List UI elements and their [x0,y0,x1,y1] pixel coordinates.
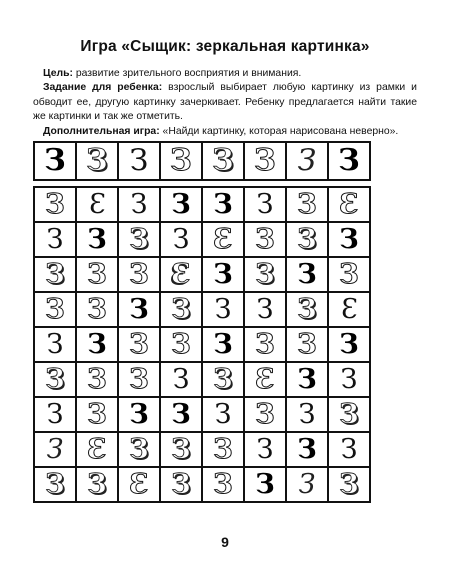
letter-ze-icon: З [339,224,359,255]
picture-cell[interactable] [76,257,118,292]
picture-cell[interactable] [244,142,286,180]
letter-ze-icon: З [298,399,316,430]
task-text: взрослый выбирает любую картинку из рамки и обводит ее, другую картинку зачеркивает. Ребенку предлагается найти такие же картинки и так же отметить. [33,82,417,123]
picture-cell[interactable] [160,397,202,432]
picture-cell[interactable] [244,292,286,327]
goal-label: Цель: [43,68,73,79]
letter-ze-icon: З [87,294,107,325]
letter-ze-icon: З [171,434,191,465]
picture-cell[interactable] [202,222,244,257]
grid-row [34,257,370,292]
picture-cell[interactable] [244,362,286,397]
letter-ze-icon: З [87,224,107,255]
picture-cell[interactable] [328,467,370,502]
letter-ze-icon: З [339,259,359,290]
letter-ze-icon: З [340,434,358,465]
picture-cell[interactable] [202,432,244,467]
extra-game-paragraph [33,125,417,139]
letter-ze-icon: З [171,189,191,220]
mirrored-letter-ze-icon: З [171,259,191,290]
picture-cell[interactable] [244,432,286,467]
picture-cell[interactable] [202,467,244,502]
letter-ze-icon: З [45,469,65,500]
letter-ze-icon: З [172,364,190,395]
letter-ze-icon: З [46,224,64,255]
picture-cell[interactable] [328,327,370,362]
grid-row [34,362,370,397]
page-title: Игра «Сыщик: зеркальная картинка» [80,38,370,55]
picture-cell[interactable] [286,257,328,292]
letter-ze-icon: З [213,469,233,500]
letter-ze-icon: З [297,364,317,395]
picture-cell[interactable] [34,257,76,292]
mirrored-letter-ze-icon: З [255,364,275,395]
goal-text: развитие зрительного восприятия и внимания. [72,68,302,79]
letter-ze-icon: З [297,294,317,325]
picture-cell[interactable] [244,327,286,362]
picture-cell[interactable] [160,432,202,467]
mirrored-letter-ze-icon: З [340,294,358,325]
picture-cell[interactable] [76,292,118,327]
letter-ze-icon: З [45,189,65,220]
letter-ze-icon: З [256,434,274,465]
picture-cell[interactable] [34,222,76,257]
picture-cell[interactable] [202,292,244,327]
picture-cell[interactable] [118,432,160,467]
letter-ze-icon: З [214,294,232,325]
picture-cell[interactable] [76,432,118,467]
letter-ze-icon: З [297,259,317,290]
picture-cell[interactable] [328,432,370,467]
picture-cell[interactable] [34,187,76,222]
extra-game-text: «Найди картинку, которая нарисована неверно». [159,125,399,137]
picture-cell[interactable] [34,432,76,467]
picture-cell[interactable] [286,187,328,222]
goal-paragraph [33,67,417,81]
letter-ze-icon: З [297,329,317,360]
instructions [33,67,417,139]
picture-cell[interactable] [244,397,286,432]
picture-cell[interactable] [328,362,370,397]
letter-ze-icon: З [213,434,233,465]
letter-ze-icon: З [255,469,275,500]
picture-cell[interactable] [244,222,286,257]
sample-frame [33,141,371,181]
picture-cell[interactable] [160,292,202,327]
letter-ze-icon: З [87,469,107,500]
letter-ze-icon: З [340,364,358,395]
picture-cell[interactable] [118,142,160,180]
picture-cell[interactable] [76,397,118,432]
picture-cell[interactable] [118,292,160,327]
letter-ze-icon: З [46,329,64,360]
letter-ze-icon: З [297,224,317,255]
letter-ze-icon: З [255,329,275,360]
letter-ze-icon: З [172,224,190,255]
picture-cell[interactable] [286,397,328,432]
letter-ze-icon: З [212,143,234,178]
letter-ze-icon: З [129,434,149,465]
letter-ze-icon: З [44,143,66,178]
picture-cell[interactable] [286,362,328,397]
picture-cell[interactable] [328,222,370,257]
letter-ze-icon: З [254,143,276,178]
letter-ze-icon: З [297,434,317,465]
letter-ze-icon: З [213,364,233,395]
picture-cell[interactable] [76,222,118,257]
picture-cell[interactable] [160,187,202,222]
letter-ze-icon: З [171,329,191,360]
letter-ze-icon: З [129,143,149,178]
mirrored-letter-ze-icon: З [339,189,359,220]
task-paragraph [33,81,417,124]
picture-cell[interactable] [118,467,160,502]
page-number: 9 [221,534,229,550]
grid-row [34,187,370,222]
letter-ze-icon: З [298,469,316,500]
letter-ze-icon: З [129,399,149,430]
grid-row [34,467,370,502]
letter-ze-icon: З [256,189,274,220]
letter-ze-icon: З [171,469,191,500]
picture-cell[interactable] [328,187,370,222]
picture-cell[interactable] [76,142,118,180]
picture-cell[interactable] [34,397,76,432]
picture-cell[interactable] [160,467,202,502]
picture-cell[interactable] [160,362,202,397]
picture-cell[interactable] [34,362,76,397]
mirrored-letter-ze-icon: З [87,434,107,465]
letter-ze-icon: З [129,294,149,325]
picture-cell[interactable] [328,257,370,292]
picture-cell[interactable] [202,142,244,180]
picture-cell[interactable] [286,142,328,180]
picture-cell[interactable] [160,257,202,292]
picture-cell[interactable] [202,187,244,222]
picture-cell[interactable] [76,327,118,362]
picture-cell[interactable] [76,362,118,397]
letter-ze-icon: З [129,224,149,255]
letter-ze-icon: З [297,189,317,220]
picture-cell[interactable] [328,397,370,432]
letter-ze-icon: З [256,294,274,325]
picture-cell[interactable] [244,467,286,502]
picture-cell[interactable] [202,397,244,432]
task-label: Задание для ребенка: [43,82,163,94]
letter-ze-icon: З [45,294,65,325]
grid-row [34,292,370,327]
letter-ze-icon: З [87,329,107,360]
picture-cell[interactable] [160,222,202,257]
letter-ze-icon: З [87,259,107,290]
letter-ze-icon: З [45,259,65,290]
extra-game-label: Дополнительная игра: [43,125,160,137]
letter-ze-icon: З [213,259,233,290]
picture-cell[interactable] [244,257,286,292]
picture-cell[interactable] [286,432,328,467]
picture-cell[interactable] [34,327,76,362]
grid-row [34,222,370,257]
letter-ze-icon: З [171,399,191,430]
letter-ze-icon: З [171,294,191,325]
picture-cell[interactable] [118,187,160,222]
picture-cell[interactable] [118,397,160,432]
picture-cell[interactable] [202,327,244,362]
picture-cell[interactable] [328,142,370,180]
letter-ze-icon: З [129,259,149,290]
grid-row [34,432,370,467]
picture-cell[interactable] [34,292,76,327]
letter-ze-icon: З [213,189,233,220]
picture-cell[interactable] [286,292,328,327]
picture-cell[interactable] [34,142,76,180]
picture-cell[interactable] [202,362,244,397]
letter-ze-icon: З [129,329,149,360]
picture-cell[interactable] [202,257,244,292]
letter-ze-icon: З [129,364,149,395]
letter-ze-icon: З [170,143,192,178]
picture-cell[interactable] [118,327,160,362]
grid-row [34,327,370,362]
picture-cell[interactable] [286,327,328,362]
picture-cell[interactable] [286,222,328,257]
mirrored-letter-ze-icon: З [213,224,233,255]
picture-cell[interactable] [160,327,202,362]
letter-ze-icon: З [46,399,64,430]
picture-cell[interactable] [118,257,160,292]
picture-cell[interactable] [328,292,370,327]
mirrored-letter-ze-icon: З [88,189,106,220]
picture-grid [33,186,371,503]
letter-ze-icon: З [46,434,64,465]
letter-ze-icon: З [338,143,360,178]
letter-ze-icon: З [130,189,148,220]
picture-cell[interactable] [118,222,160,257]
picture-cell[interactable] [76,467,118,502]
letter-ze-icon: З [87,364,107,395]
letter-ze-icon: З [297,143,317,178]
mirrored-letter-ze-icon: З [129,469,149,500]
letter-ze-icon: З [255,259,275,290]
picture-cell[interactable] [286,467,328,502]
picture-cell[interactable] [118,362,160,397]
letter-ze-icon: З [339,469,359,500]
picture-cell[interactable] [160,142,202,180]
letter-ze-icon: З [255,224,275,255]
letter-ze-icon: З [255,399,275,430]
letter-ze-icon: З [87,399,107,430]
picture-cell[interactable] [76,187,118,222]
letter-ze-icon: З [213,329,233,360]
letter-ze-icon: З [45,364,65,395]
picture-cell[interactable] [34,467,76,502]
sample-row [34,142,370,180]
letter-ze-icon: З [86,143,108,178]
grid-row [34,397,370,432]
letter-ze-icon: З [339,329,359,360]
picture-cell[interactable] [244,187,286,222]
letter-ze-icon: З [214,399,232,430]
letter-ze-icon: З [339,399,359,430]
